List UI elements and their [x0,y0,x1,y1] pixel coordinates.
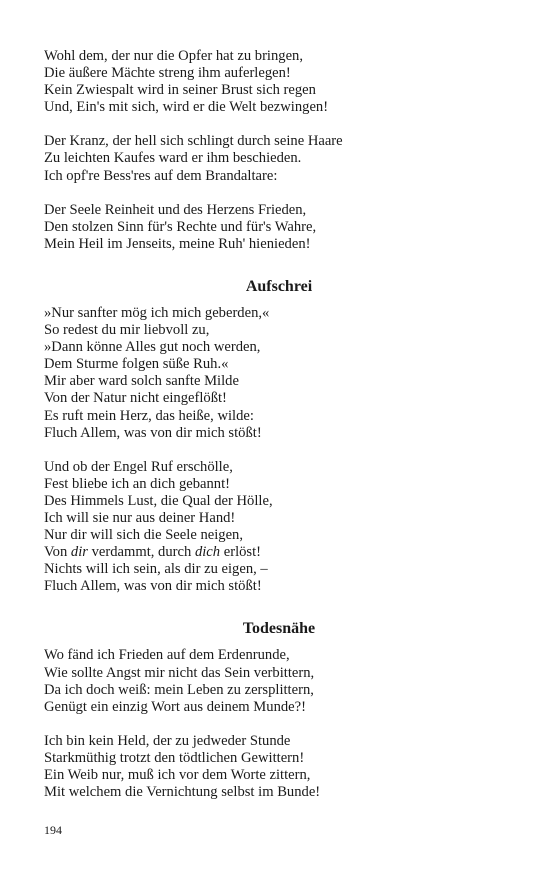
poem-title: Aufschrei [245,277,313,295]
emphasized-word: dich [194,544,221,561]
verse-line: »Dann könne Alles gut noch werden, [44,339,261,356]
verse-line: Genügt ein einzig Wort aus deinem Munde?! [44,698,306,715]
verse-line: Den stolzen Sinn für's Rechte und für's Wahre, [44,218,317,235]
page-body [44,48,514,818]
stanza [44,305,514,442]
verse-line: »Nur sanfter mög ich mich geberden,« [44,304,270,321]
verse-line: Die äußere Mächte streng ihm auferlegen! [44,65,291,82]
verse-line: Des Himmels Lust, die Qual der Hölle, [44,492,273,509]
verse-line: So redest du mir liebvoll zu, [44,322,210,339]
verse-line: Ich bin kein Held, der zu jedweder Stunde [44,732,291,749]
stanza [44,48,514,116]
verse-line: Da ich doch weiß: mein Leben zu zersplittern, [44,681,314,698]
verse-line: Ein Weib nur, muß ich vor dem Worte zittern, [44,767,311,783]
poem-section [44,48,514,253]
verse-fragment: verdammt, durch [87,544,195,561]
stanza [44,202,514,253]
verse-line: Und ob der Engel Ruf erschölle, [44,458,233,475]
verse-line: Der Kranz, der hell sich schlingt durch seine Haare [44,133,343,150]
verse-line: Ich will sie nur aus deiner Hand! [44,509,236,526]
verse-line: Wohl dem, der nur die Opfer hat zu bringen, [44,48,303,64]
stanza [44,733,514,801]
verse-line: Starkmüthig trotzt den tödtlichen Gewittern! [44,749,305,766]
verse-line: Fest bliebe ich an dich gebannt! [44,475,231,492]
stanza [44,647,514,715]
verse-line: Und, Ein's mit sich, wird er die Welt bezwingen! [44,99,329,116]
stanza [44,459,514,596]
poem-title: Todesnähe [242,620,316,638]
verse-line: Dem Sturme folgen süße Ruh.« [44,356,229,373]
verse-line: Von der Natur nicht eingeflößt! [44,390,227,407]
verse-line: Der Seele Reinheit und des Herzens Frieden, [44,201,307,218]
stanza [44,133,514,184]
verse-line: Wie sollte Angst mir nicht das Sein verbittern, [44,664,315,681]
verse-line: Wo fänd ich Frieden auf dem Erdenrunde, [44,647,290,664]
verse-line: Mein Heil im Jenseits, meine Ruh' hienieden! [44,235,311,252]
poem-section [44,619,514,801]
verse-line: Ich opf're Bess'res auf dem Brandaltare: [44,167,278,184]
verse-line: Mit welchem die Vernichtung selbst im Bunde! [44,784,321,801]
verse-line: Zu leichten Kaufes ward er ihm beschieden. [44,150,302,167]
verse-line [44,544,514,561]
verse-line: Nichts will ich sein, als dir zu eigen, – [44,561,268,578]
verse-line: Fluch Allem, was von dir mich stößt! [44,578,262,595]
verse-line: Kein Zwiespalt wird in seiner Brust sich regen [44,82,316,99]
verse-fragment: erlöst! [220,544,262,561]
emphasized-word: dir [70,544,88,561]
verse-line: Mir aber ward solch sanfte Milde [44,373,239,390]
poem-section [44,277,514,596]
verse-line: Fluch Allem, was von dir mich stößt! [44,424,262,441]
verse-fragment: Von [44,544,71,561]
verse-line: Nur dir will sich die Seele neigen, [44,527,243,544]
verse-line: Es ruft mein Herz, das heiße, wilde: [44,407,254,424]
page-number: 194 [44,823,62,837]
